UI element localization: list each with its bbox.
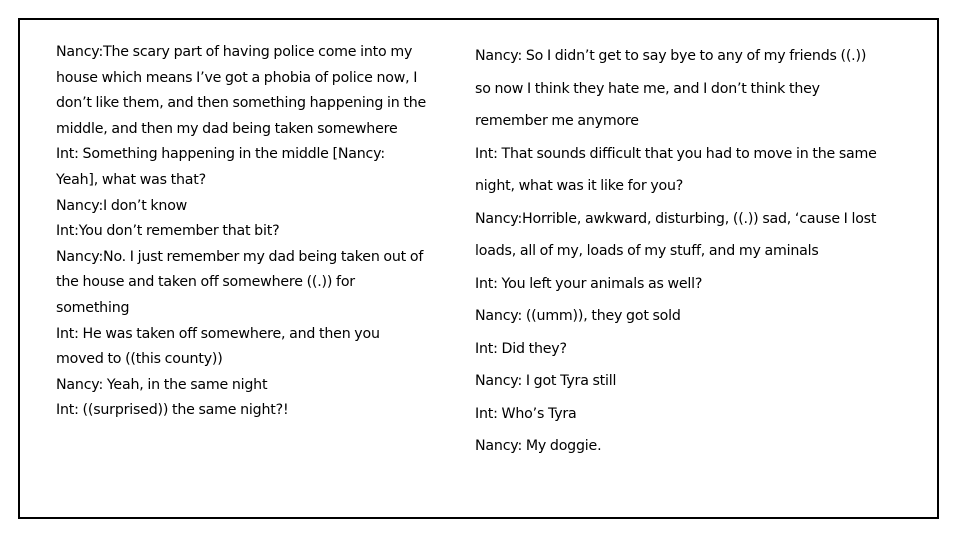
transcript-line: Nancy:I don’t know (56, 197, 188, 214)
transcript-line: Nancy: I got Tyra still (475, 373, 617, 389)
transcript-line: Int: He was taken off somewhere, and then you (56, 325, 380, 342)
transcript-line: Nancy: So I didn’t get to say bye to any of my friends ((.)) (475, 48, 867, 64)
transcript-line: don’t like them, and then something happening in the (56, 95, 427, 112)
transcript-line: Int: Something happening in the middle [Nancy: (56, 146, 385, 163)
transcript-line: Int: ((surprised)) the same night?! (56, 402, 289, 419)
transcript-line: Nancy:The scary part of having police come into my (56, 44, 413, 60)
transcript-line: moved to ((this county)) (56, 351, 223, 368)
transcript-line: Nancy:No. I just remember my dad being taken out of (56, 248, 424, 265)
transcript-line: so now I think they hate me, and I don’t think they (475, 80, 820, 97)
transcript-line: Int: You left your animals as well? (475, 275, 703, 292)
transcript-line: loads, all of my, loads of my stuff, and my aminals (475, 243, 819, 259)
transcript-line: Int: Who’s Tyra (475, 405, 577, 422)
transcript-line: the house and taken off somewhere ((.)) for (56, 274, 355, 291)
transcript-line: remember me anymore (475, 113, 639, 129)
transcript-line: night, what was it like for you? (475, 178, 684, 194)
transcript-line: Nancy: Yeah, in the same night (56, 376, 268, 393)
transcript-line: something (56, 299, 130, 316)
transcript-left-column (56, 40, 460, 424)
transcript-line: Int: Did they? (475, 340, 567, 357)
transcript-line: Nancy: My doggie. (475, 438, 602, 454)
transcript-line: Yeah], what was that? (56, 171, 206, 188)
transcript-line: Int: That sounds difficult that you had to move in the same (475, 145, 877, 162)
transcript-right-column (475, 43, 920, 466)
transcript-line: Nancy:Horrible, awkward, disturbing, ((.)) sad, ‘cause I lost (475, 210, 877, 227)
transcript-line: Nancy: ((umm)), they got sold (475, 308, 681, 324)
transcript-line: middle, and then my dad being taken somewhere (56, 120, 398, 137)
transcript-line: house which means I’ve got a phobia of police now, I (56, 69, 418, 86)
transcript-line: Int:You don’t remember that bit? (56, 223, 280, 240)
